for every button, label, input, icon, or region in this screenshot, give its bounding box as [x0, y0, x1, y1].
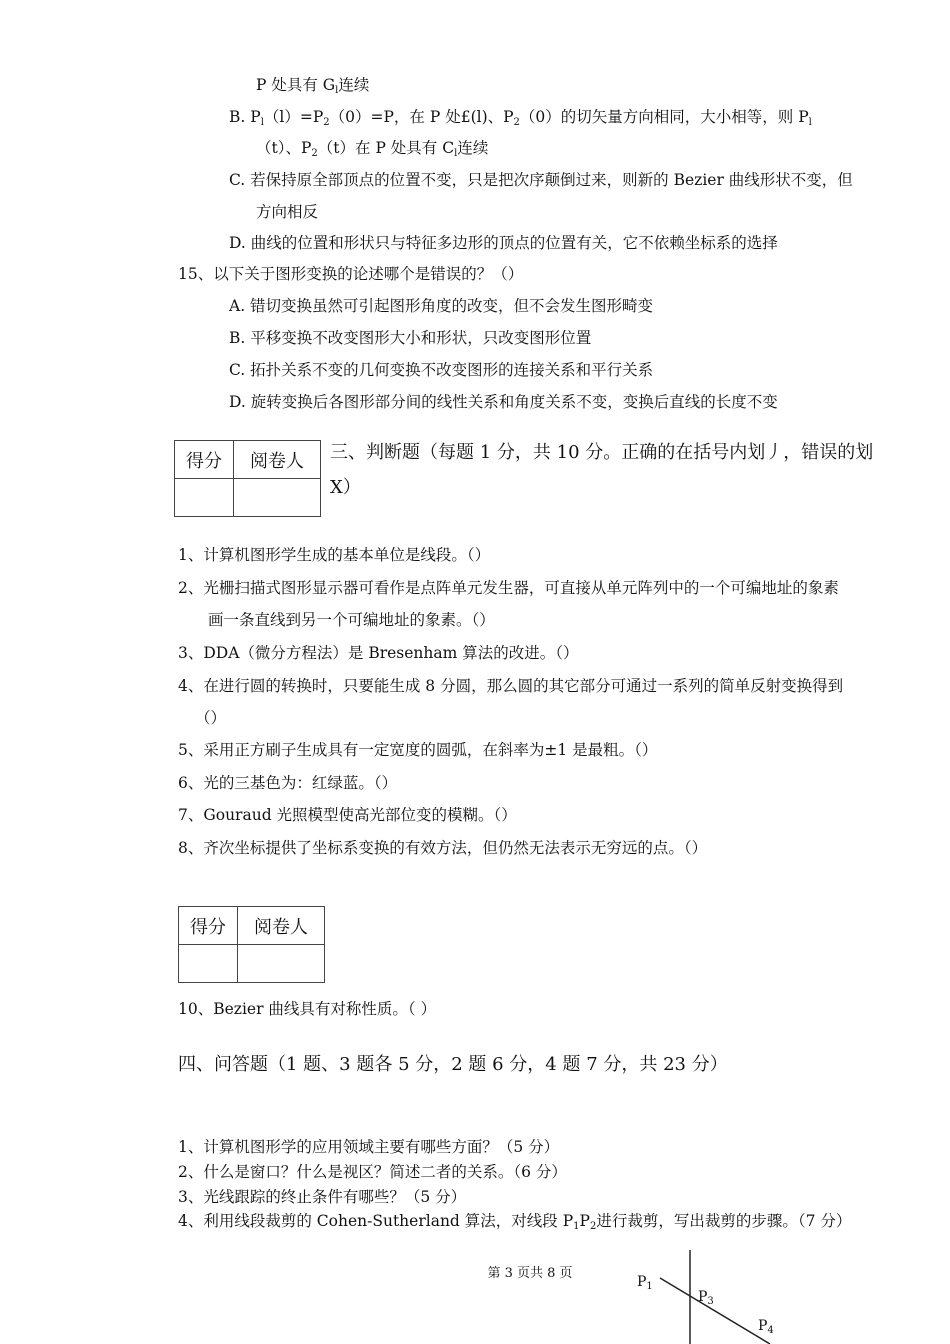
- judge-item: 1、计算机图形学生成的基本单位是线段。（）: [178, 546, 491, 564]
- label-p3: $P_3$: [698, 1289, 714, 1307]
- q14-option-b-line2: （t）、$P_2(t)$在 P 处具有 $C_l$连续: [256, 139, 489, 159]
- page-footer: 第 3 页共 8 页: [487, 1266, 573, 1281]
- judge-item: 4、在进行圆的转换时，只要能生成 8 分圆，那么圆的其它部分可通过一系列的简单反射变换得到: [178, 677, 844, 695]
- essay-question: 4、利用线段裁剪的 Cohen-Sutherland 算法，对线段 $P_1P_2$进行裁剪，写出裁剪的步骤。（7 分）: [178, 1212, 852, 1232]
- judge-item-continuation: 画一条直线到另一个可编地址的象素。（）: [208, 611, 495, 629]
- judge-item: 5、采用正方刷子生成具有一定宽度的圆弧，在斜率为±1 是最粗。（）: [178, 741, 658, 759]
- q14-option-b-line1: B. $P_l(l)=P_2(0)=P$，在 P 处£(l)、$P_2(0)$的切矢量方向相同，大小相等，则 $P_l$: [229, 108, 812, 128]
- q15-option-d: D. 旋转变换后各图形部分间的线性关系和角度关系不变，变换后直线的长度不变: [229, 393, 778, 411]
- section3-title-line1: 三、判断题（每题 1 分，共 10 分。正确的在括号内划丿，错误的划: [330, 442, 874, 463]
- q14-option-c-line2: 方向相反: [256, 203, 319, 221]
- essay-question: 1、计算机图形学的应用领域主要有哪些方面？（5 分）: [178, 1138, 560, 1156]
- judge-item: 10、Bezier 曲线具有对称性质。（ ）: [178, 1000, 437, 1018]
- section3-title-line2: X）: [330, 477, 361, 498]
- grader-label: 阅卷人: [238, 907, 325, 945]
- q15-option-b: B. 平移变换不改变图形大小和形状，只改变图形位置: [229, 329, 592, 347]
- essay-question: 2、什么是窗口？什么是视区？简述二者的关系。（6 分）: [178, 1163, 567, 1181]
- score-label: 得分: [179, 907, 238, 945]
- q15-option-a: A. 错切变换虽然可引起图形角度的改变，但不会发生图形畸变: [229, 297, 654, 315]
- q14-option-a-continuation: P 处具有 $G_l$连续: [256, 76, 370, 96]
- q15-option-c: C. 拓扑关系不变的几何变换不改变图形的连接关系和平行关系: [229, 361, 654, 379]
- judge-item: 7、Gouraud 光照模型使高光部位变的模糊。（）: [178, 806, 517, 824]
- label-p4: $P_4$: [758, 1318, 774, 1336]
- section4-title: 四、问答题（1 题、3 题各 5 分，2 题 6 分，4 题 7 分，共 23 分）: [178, 1054, 728, 1075]
- judge-item: 8、齐次坐标提供了坐标系变换的有效方法，但仍然无法表示无穷远的点。（）: [178, 839, 708, 857]
- segment-line: [660, 1278, 770, 1344]
- q14-option-c-line1: C. 若保持原全部顶点的位置不变，只是把次序颠倒过来，则新的 Bezier 曲线形状不变，但: [229, 171, 853, 189]
- q15-stem: 15、以下关于图形变换的论述哪个是错误的？（）: [178, 265, 524, 283]
- judge-item: 2、光栅扫描式图形显示器可看作是点阵单元发生器，可直接从单元阵列中的一个可编地址的象素: [178, 579, 839, 597]
- grader-label: 阅卷人: [234, 441, 321, 479]
- judge-item-continuation: （）: [195, 709, 227, 727]
- essay-question: 3、光线跟踪的终止条件有哪些？（5 分）: [178, 1188, 467, 1206]
- judge-item: 3、DDA（微分方程法）是 Bresenham 算法的改进。（）: [178, 644, 579, 662]
- score-label: 得分: [175, 441, 234, 479]
- q14-option-d: D. 曲线的位置和形状只与特征多边形的顶点的位置有关，它不依赖坐标系的选择: [229, 234, 778, 252]
- label-p1: $P_1$: [637, 1274, 653, 1292]
- judge-item: 6、光的三基色为：红绿蓝。（）: [178, 774, 398, 792]
